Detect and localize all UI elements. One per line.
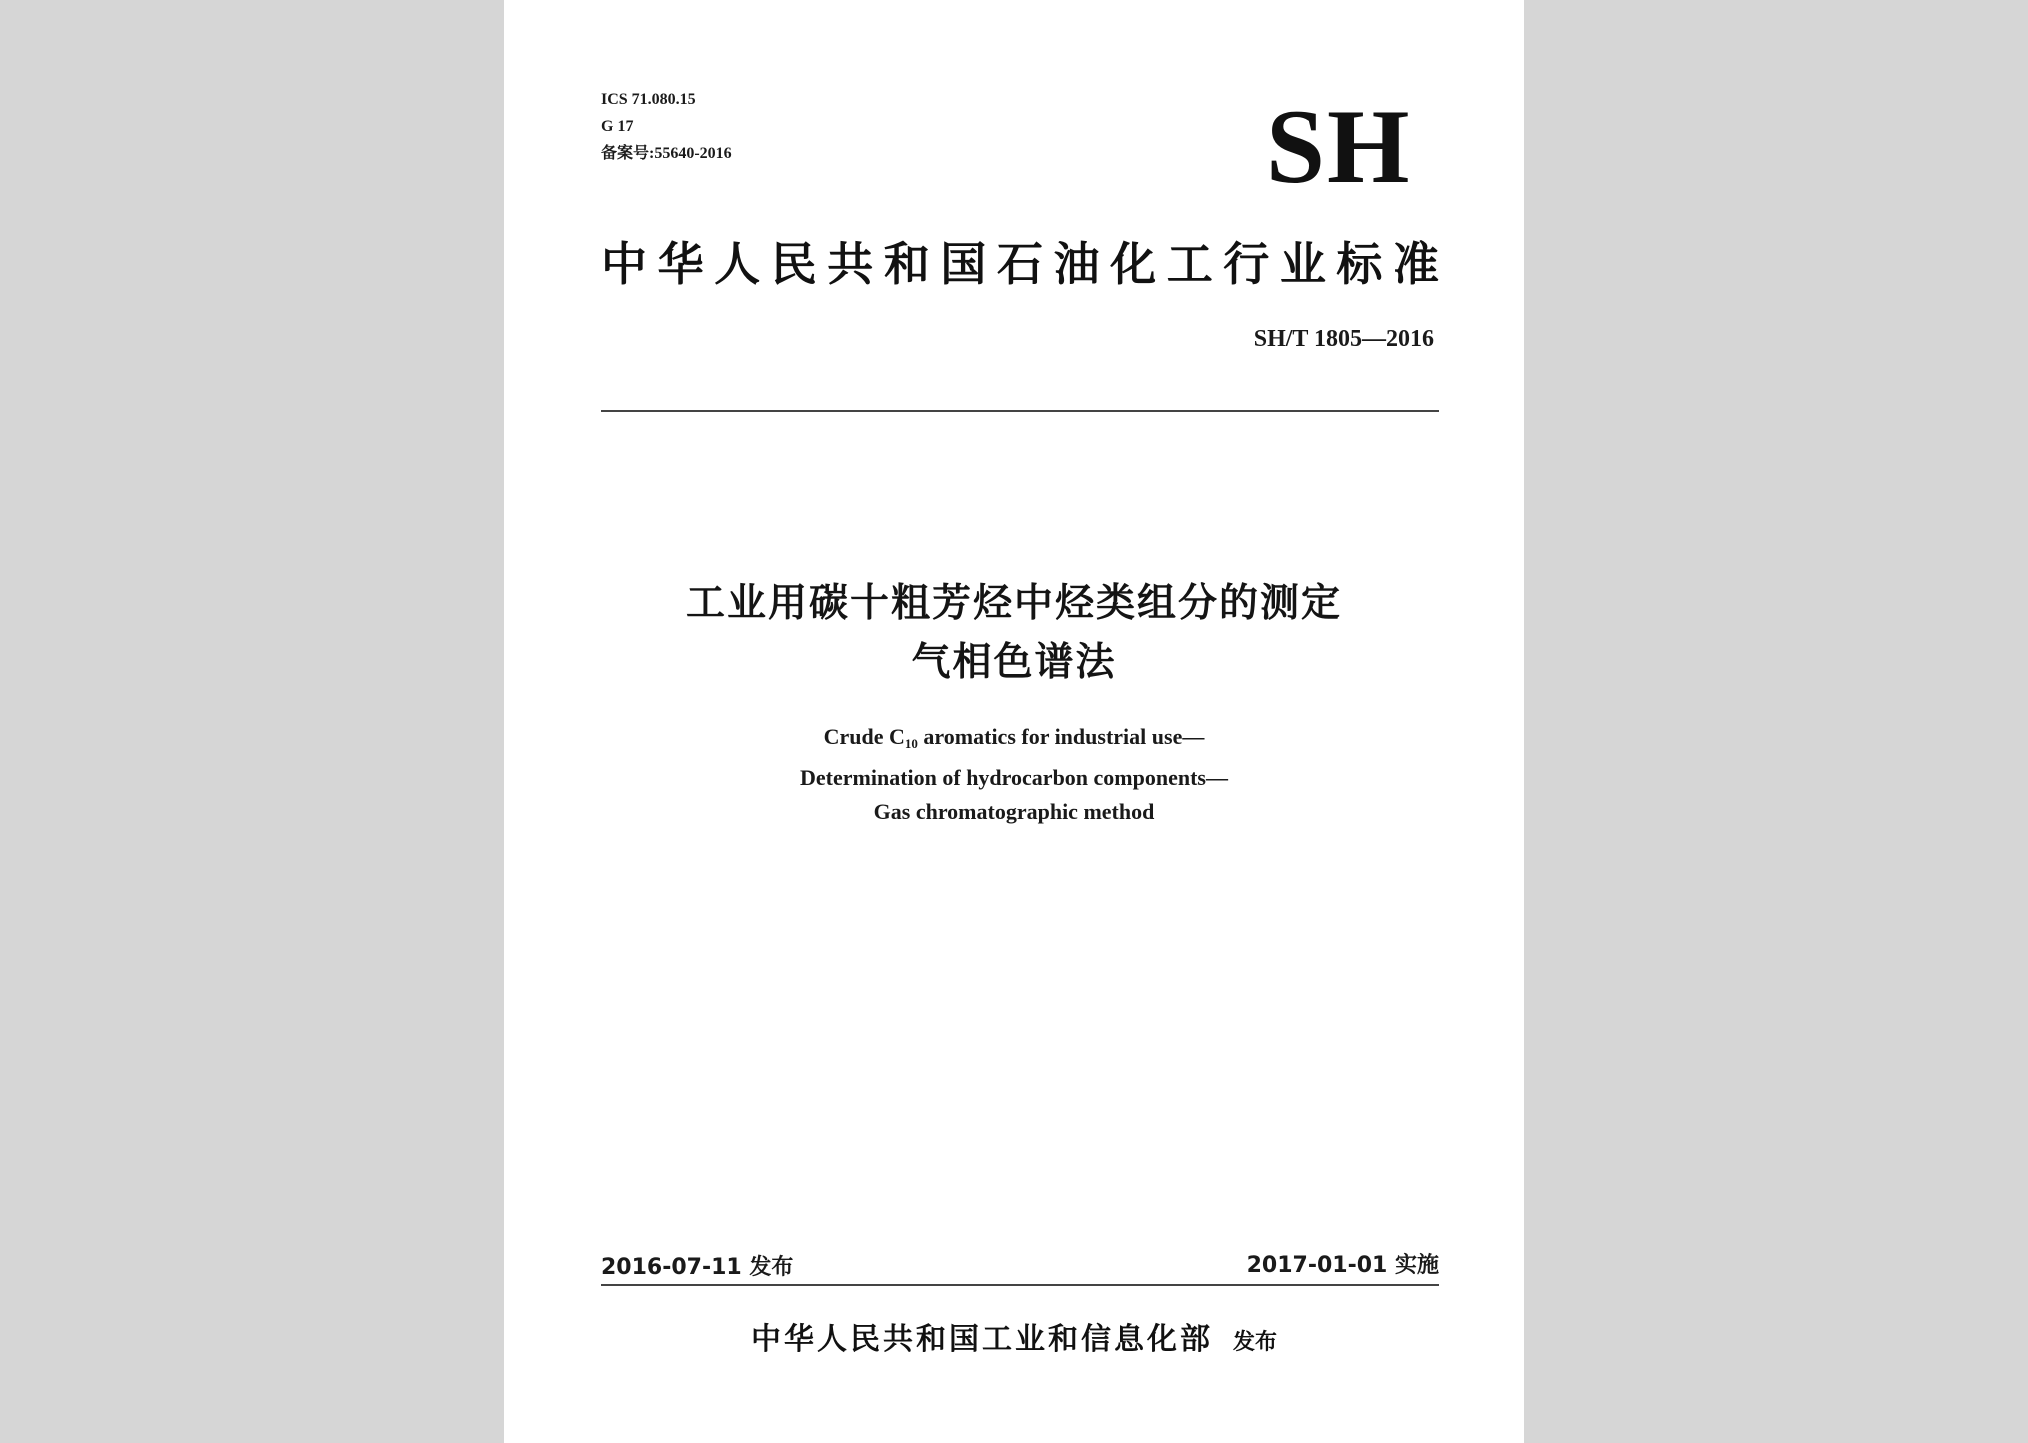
chinese-title: [504, 574, 1524, 692]
ics-code: ICS 71.080.15: [601, 91, 696, 108]
standard-category: 中华人民共和国石油化工行业标准: [601, 237, 1439, 291]
effective-date: 2017-01-01 实施: [1246, 1253, 1439, 1278]
publisher-action: 发布: [1232, 1330, 1277, 1355]
standard-number: SH/T 1805—2016: [1253, 326, 1434, 352]
publisher-line: [504, 1314, 1524, 1358]
ccs-code: G 17: [601, 118, 634, 135]
publisher-org: 中华人民共和国工业和信息化部: [750, 1322, 1213, 1357]
classification-block: [601, 86, 732, 167]
record-number: 备案号:55640-2016: [601, 145, 732, 162]
chinese-title-line-1: 工业用碳十粗芳烃中烃类组分的测定: [685, 581, 1342, 626]
issue-date: 2016-07-11 发布: [601, 1255, 794, 1280]
english-title-line-1-post: aromatics for industrial use—: [917, 724, 1205, 749]
english-title-line-1: [504, 720, 1524, 761]
bottom-divider: [601, 1284, 1439, 1286]
english-title-line-2: Determination of hydrocarbon components—: [800, 765, 1228, 790]
english-title: [504, 720, 1524, 829]
english-title-line-1-pre: Crude C: [823, 724, 905, 749]
sh-logo: SH: [1266, 88, 1412, 205]
english-title-subscript: 10: [904, 736, 918, 751]
document-page: [504, 0, 1524, 1443]
english-title-line-3: Gas chromatographic method: [873, 799, 1155, 824]
top-divider: [601, 410, 1439, 412]
chinese-title-line-2: 气相色谱法: [911, 640, 1117, 685]
